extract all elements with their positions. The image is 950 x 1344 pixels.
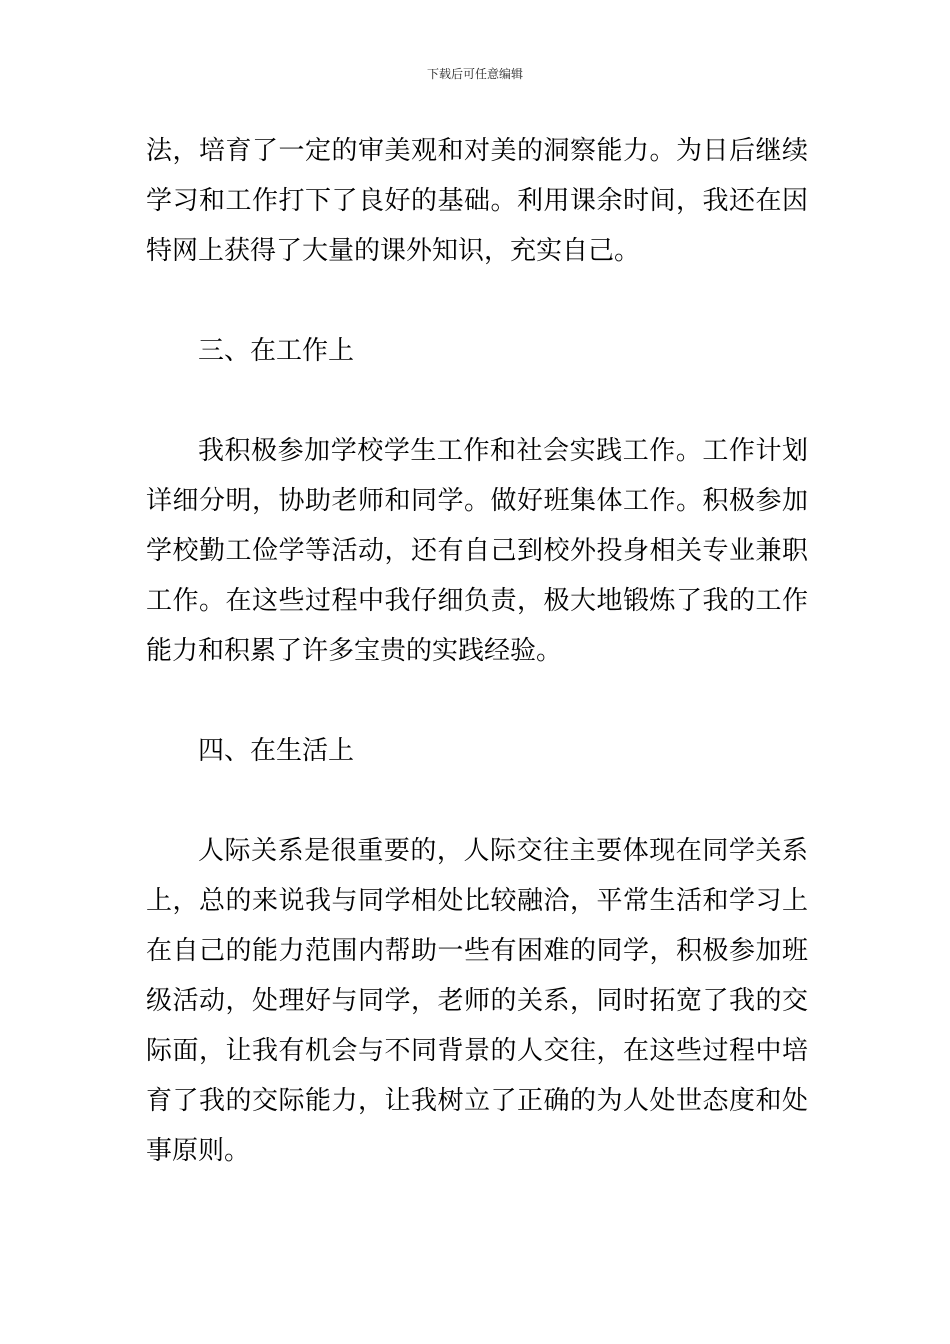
text-line: 详细分明，协助老师和同学。做好班集体工作。积极参加 [146,486,808,516]
text-line: 事原则。 [146,1136,251,1166]
paragraph-gap [146,776,808,826]
text-line: 上，总的来说我与同学相处比较融洽，平常生活和学习上 [146,886,808,916]
section-heading-work: 三、在工作上 [198,336,355,366]
document-body [146,126,808,1176]
text-line: 特网上获得了大量的课外知识，充实自己。 [146,236,641,266]
paragraph-gap [146,276,808,326]
section-heading-life: 四、在生活上 [198,736,355,766]
text-line: 在自己的能力范围内帮助一些有困难的同学，积极参加班 [146,936,808,966]
paragraph-gap [146,676,808,726]
header-note: 下载后可任意编辑 [426,67,523,81]
text-line: 际面，让我有机会与不同背景的人交往，在这些过程中培 [146,1036,808,1066]
text-line: 级活动，处理好与同学，老师的关系，同时拓宽了我的交 [146,986,808,1016]
text-line: 工作。在这些过程中我仔细负责，极大地锻炼了我的工作 [146,586,808,616]
text-line: 学校勤工俭学等活动，还有自己到校外投身相关专业兼职 [146,536,808,566]
text-line: 育了我的交际能力，让我树立了正确的为人处世态度和处 [146,1086,808,1116]
paragraph-life [146,826,808,1176]
paragraph-study-continued [146,126,808,276]
text-line: 法，培育了一定的审美观和对美的洞察能力。为日后继续 [146,136,808,166]
text-line: 我积极参加学校学生工作和社会实践工作。工作计划 [198,436,808,466]
text-line: 人际关系是很重要的，人际交往主要体现在同学关系 [198,836,808,866]
paragraph-gap [146,376,808,426]
paragraph-work [146,426,808,676]
text-line: 学习和工作打下了良好的基础。利用课余时间，我还在因 [146,186,808,216]
text-line: 能力和积累了许多宝贵的实践经验。 [146,636,563,666]
